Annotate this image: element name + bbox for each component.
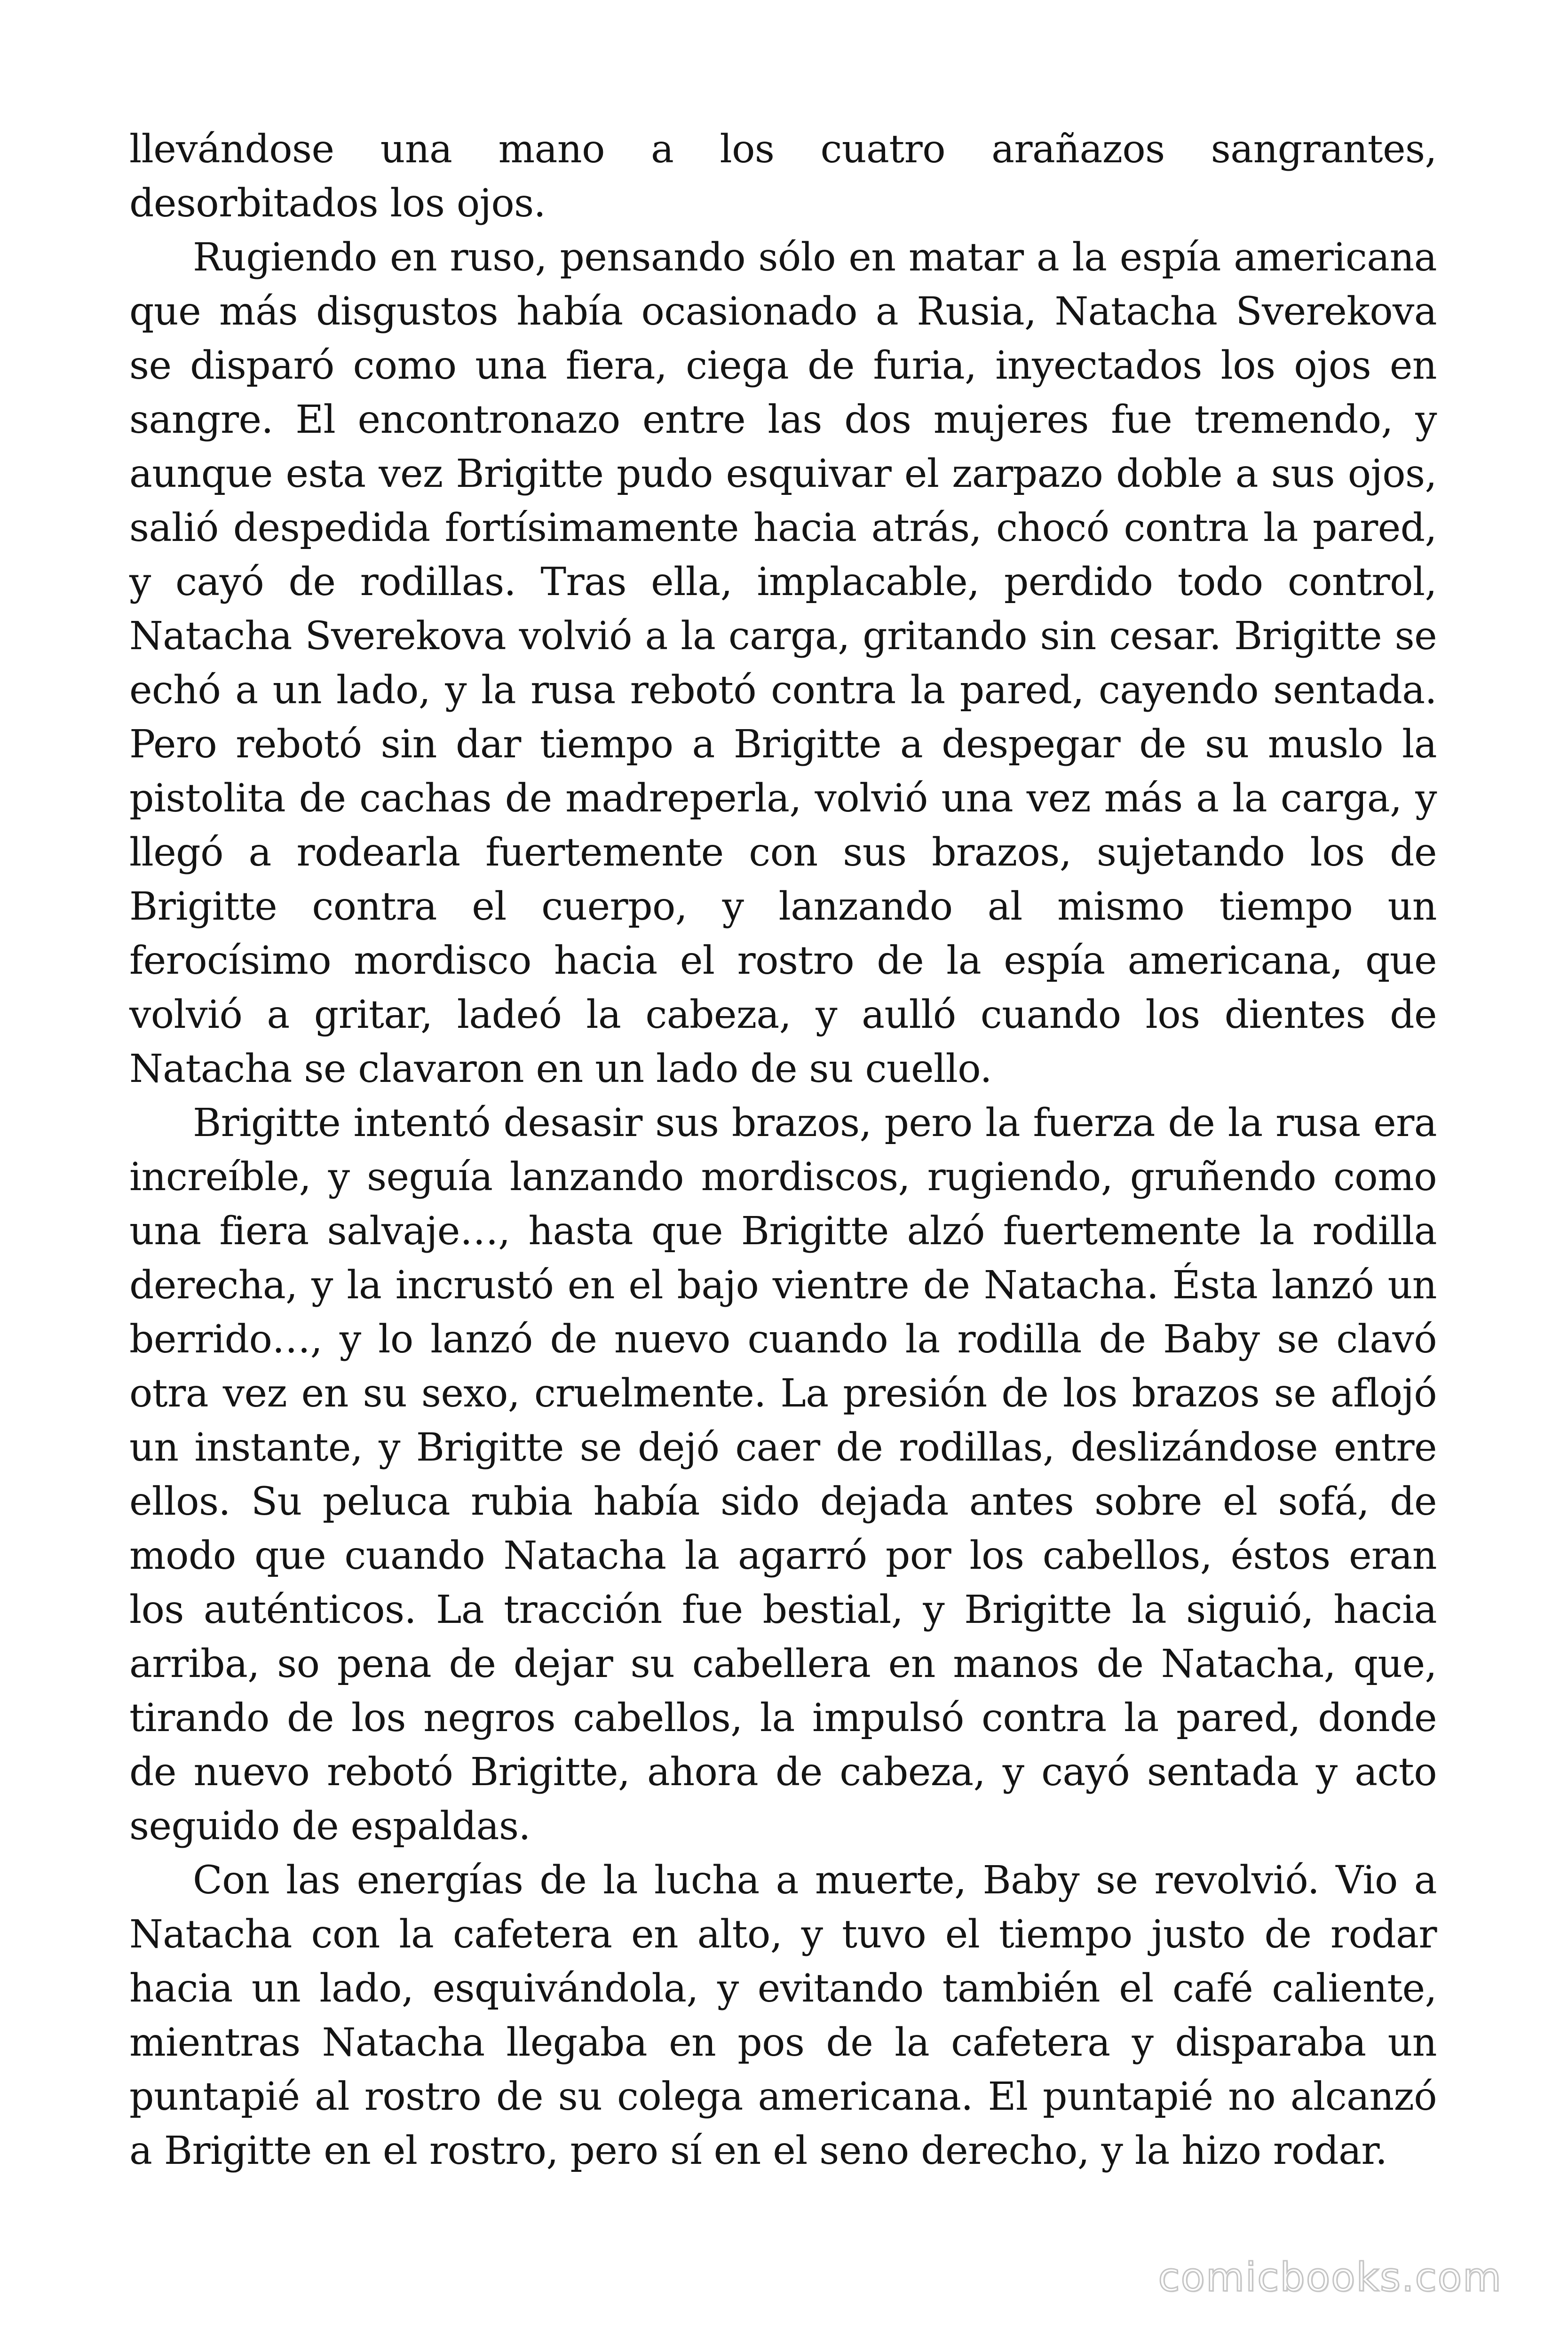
paragraph-4: Con las energías de la lucha a muerte, Baby se revolvió. Vio a Natacha con la cafetera en alto, y tuvo el tiempo justo de rodar hacia un lado, esquivándola, y evitando también el café caliente, mientras Natacha llegaba en pos de la cafetera y disparaba un puntapié al rostro de su colega americana. El puntapié no alcanzó a Brigitte en el rostro, pero sí en el seno derecho, y la hizo rodar. — [129, 1858, 1437, 2173]
paragraph-3: Brigitte intentó desasir sus brazos, pero la fuerza de la rusa era increíble, y seguía lanzando mordiscos, rugiendo, gruñendo como una fiera salvaje…, hasta que Brigitte alzó fuertemente la rodilla derecha, y la incrustó en el bajo vientre de Natacha. Ésta lanzó un berrido…, y lo lanzó de nuevo cuando la rodilla de Baby se clavó otra vez en su sexo, cruelmente. La presión de los brazos se aflojó un instante, y Brigitte se dejó caer de rodillas, deslizándose entre ellos. Su peluca rubia había sido dejada antes sobre el sofá, de modo que cuando Natacha la agarró por los cabellos, éstos eran los auténticos. La tracción fue bestial, y Brigitte la siguió, hacia arriba, so pena de dejar su cabellera en manos de Natacha, que, tirando de los negros cabellos, la impulsó contra la pared, donde de nuevo rebotó Brigitte, ahora de cabeza, y cayó sentada y acto seguido de espaldas. — [129, 1101, 1437, 1849]
watermark: comicbooks.com — [1158, 2254, 1502, 2300]
book-page-text — [129, 122, 1437, 2178]
paragraph-1: llevándose una mano a los cuatro arañazos sangrantes, desorbitados los ojos. — [129, 127, 1437, 226]
paragraph-2: Rugiendo en ruso, pensando sólo en matar a la espía americana que más disgustos había ocasionado a Rusia, Natacha Sverekova se disparó como una fiera, ciega de furia, inyectados los ojos en sangre. El encontronazo entre las dos mujeres fue tremendo, y aunque esta vez Brigitte pudo esquivar el zarpazo doble a sus ojos, salió despedida fortísimamente hacia atrás, chocó contra la pared, y cayó de rodillas. Tras ella, implacable, perdido todo control, Natacha Sverekova volvió a la carga, gritando sin cesar. Brigitte se echó a un lado, y la rusa rebotó contra la pared, cayendo sentada. Pero rebotó sin dar tiempo a Brigitte a despegar de su muslo la pistolita de cachas de madreperla, volvió una vez más a la carga, y llegó a rodearla fuertemente con sus brazos, sujetando los de Brigitte contra el cuerpo, y lanzando al mismo tiempo un ferocísimo mordisco hacia el rostro de la espía americana, que volvió a gritar, ladeó la cabeza, y aulló cuando los dientes de Natacha se clavaron en un lado de su cuello. — [129, 235, 1437, 1091]
